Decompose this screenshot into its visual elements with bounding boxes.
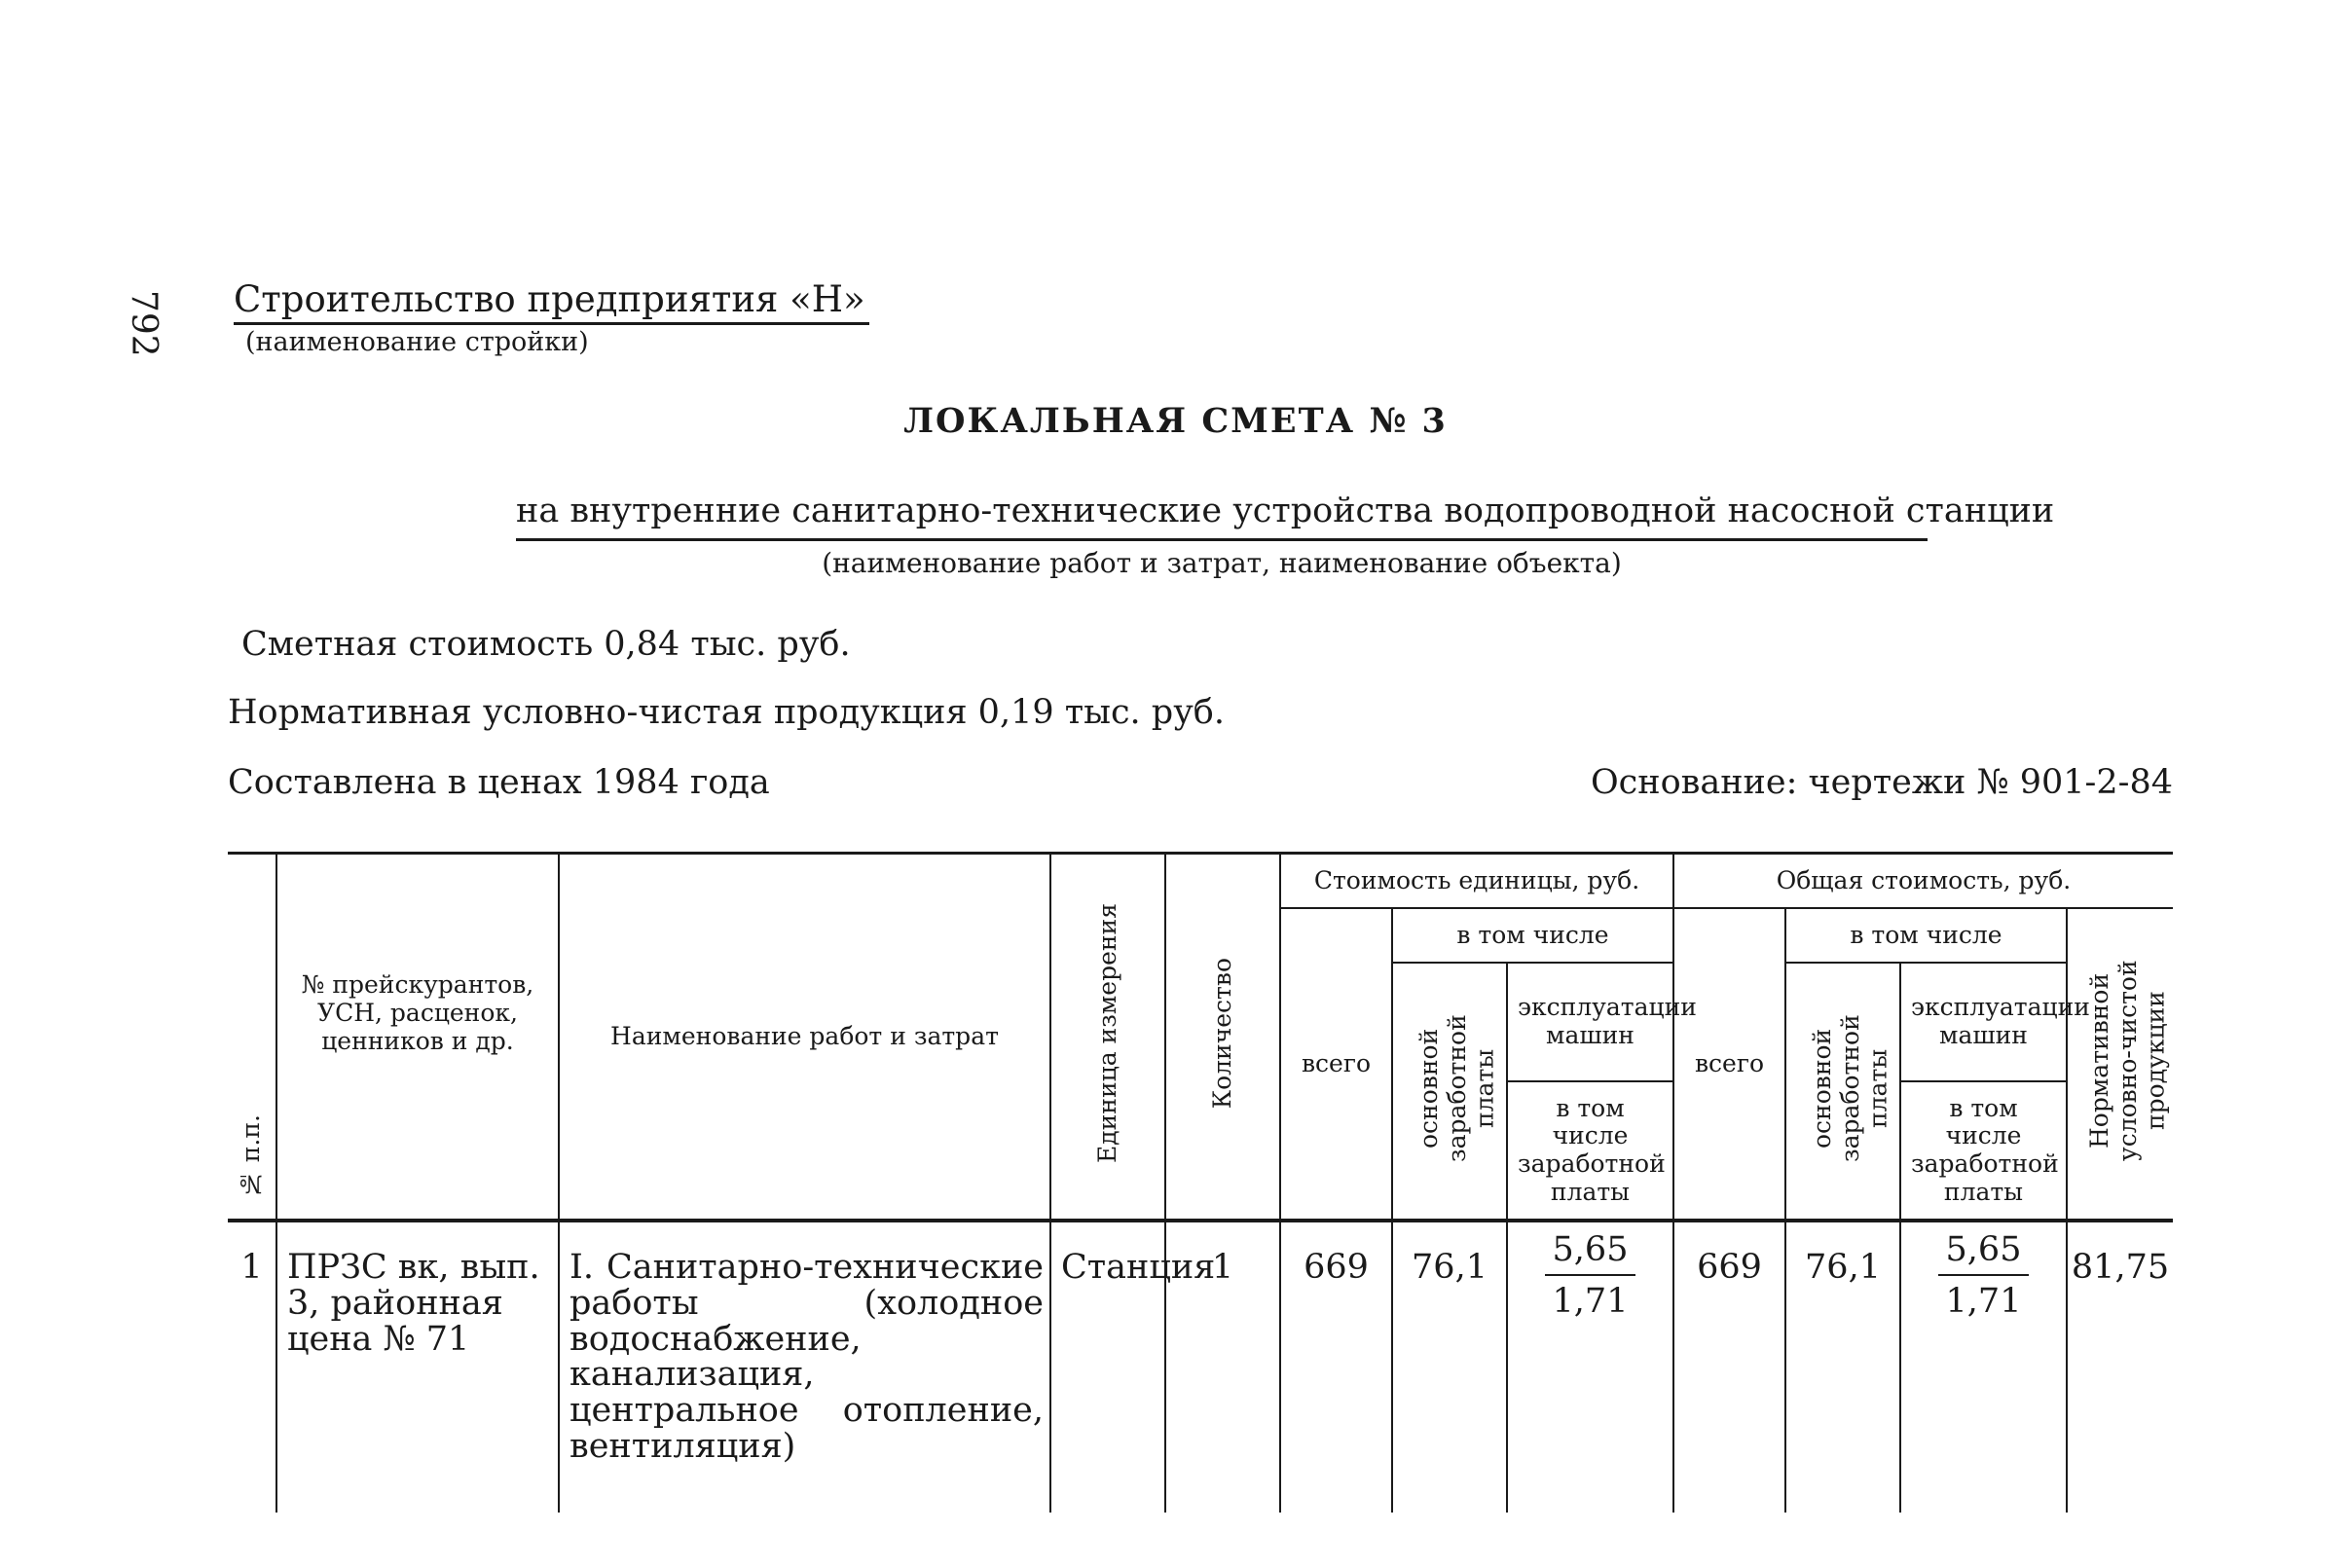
header-unit-label: Единица измерения — [1092, 903, 1121, 1164]
cell-normative-product: 81,75 — [2067, 1221, 2173, 1513]
header-total-cost-group: Общая стоимость, руб. — [1673, 854, 2173, 909]
header-total-including: в том числе — [1785, 908, 2067, 963]
header-normative-product — [2067, 908, 2173, 1221]
header-normative-product-label: Нормативной условно-чистой продукции — [2085, 960, 2170, 1161]
header-work-name: Наименование работ и затрат — [559, 854, 1050, 1222]
header-unit-including: в том числе — [1392, 908, 1673, 963]
header-quantity-label: Количество — [1207, 958, 1236, 1110]
cell-num: 1 — [228, 1221, 276, 1513]
estimated-cost: Сметная стоимость 0,84 тыс. руб. — [241, 625, 851, 664]
cell-quantity: 1 — [1165, 1221, 1280, 1513]
document-title: ЛОКАЛЬНАЯ СМЕТА № 3 — [903, 401, 1448, 441]
header-num — [228, 854, 276, 1222]
header-unit-cost-group: Стоимость единицы, руб. — [1280, 854, 1673, 909]
header-total-base-wage — [1785, 963, 1900, 1221]
cell-work-name: I. Санитарно-технические работы (холодное водоснабжение, канализация, центральное отопление, вентиляция) — [559, 1221, 1050, 1513]
header-num-label: № п.п. — [237, 1114, 266, 1199]
unit-machine-value: 5,65 — [1545, 1232, 1636, 1276]
work-name: на внутренние санитарно-технические устройства водопроводной насосной станции — [516, 492, 1928, 541]
estimate-table — [228, 852, 2173, 1513]
basis: Основание: чертежи № 901-2-84 — [1590, 763, 2173, 802]
cell-unit: Станция — [1050, 1221, 1165, 1513]
header-total-base-wage-label: основной заработной платы — [1808, 1013, 1892, 1162]
header-total-machine-wage: в том числе заработной платы — [1900, 1081, 2067, 1221]
header-price-list: № прейскурантов, УСН, расценок, ценников и др. — [276, 854, 559, 1222]
header-quantity — [1165, 854, 1280, 1222]
cell-unit-base-wage: 76,1 — [1392, 1221, 1507, 1513]
normative-product: Нормативная условно-чистая продукция 0,19 тыс. руб. — [228, 693, 1226, 732]
unit-machine-wage-value: 1,71 — [1552, 1281, 1629, 1321]
header-unit-base-wage — [1392, 963, 1507, 1221]
cell-total-base-wage: 76,1 — [1785, 1221, 1900, 1513]
header-unit-machine-wage: в том числе заработной платы — [1507, 1081, 1673, 1221]
header-unit-total: всего — [1280, 908, 1392, 1221]
header-unit-base-wage-label: основной заработной платы — [1414, 1013, 1499, 1162]
header-unit — [1050, 854, 1165, 1222]
cell-total-machine — [1900, 1221, 2067, 1513]
cell-unit-machine — [1507, 1221, 1673, 1513]
page-number: 792 — [124, 290, 164, 357]
table-row — [228, 1221, 2173, 1513]
cell-price-list: ПРЗС вк, вып. 3, районная цена № 71 — [276, 1221, 559, 1513]
cell-total: 669 — [1673, 1221, 1785, 1513]
total-machine-fraction — [1938, 1232, 2030, 1320]
total-machine-wage-value: 1,71 — [1945, 1281, 2022, 1321]
header-unit-machine: эксплуатации машин — [1507, 963, 1673, 1081]
construction-name: Строительство предприятия «Н» — [234, 278, 869, 325]
header-total-machine: эксплуатации машин — [1900, 963, 2067, 1081]
unit-machine-fraction — [1545, 1232, 1636, 1320]
header-total-total: всего — [1673, 908, 1785, 1221]
work-caption: (наименование работ и затрат, наименование объекта) — [822, 547, 1622, 579]
prices-year: Составлена в ценах 1984 года — [228, 763, 770, 802]
cell-unit-total: 669 — [1280, 1221, 1392, 1513]
construction-caption: (наименование стройки) — [245, 327, 589, 357]
total-machine-value: 5,65 — [1938, 1232, 2030, 1276]
